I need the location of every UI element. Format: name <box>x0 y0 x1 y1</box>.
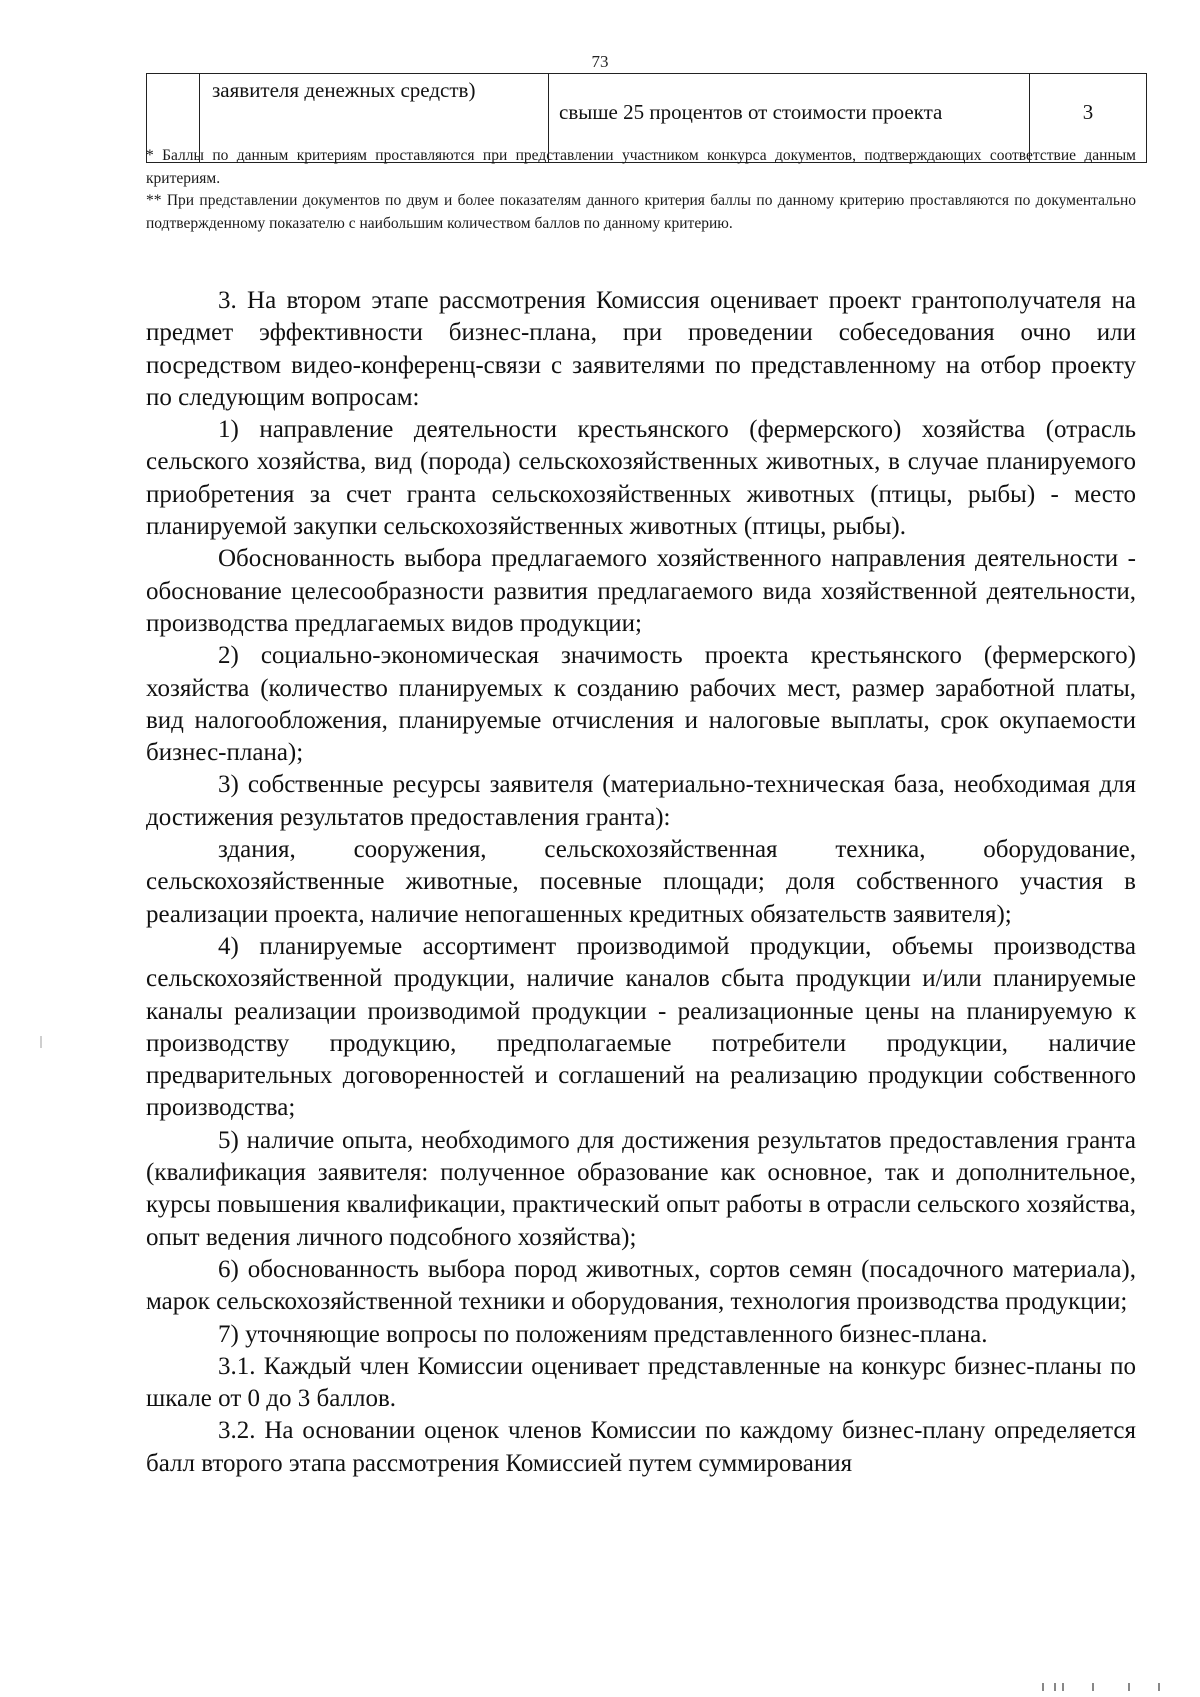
paragraph: 5) наличие опыта, необходимого для достижения результатов предоставления гранта (квалификация заявителя: полученное образование как основное, так и дополнительное, курсы повышения квалификации, практический опыт работы в отрасли сельского хозяйства, опыт ведения личного подсобного хозяйства); <box>146 1126 1136 1251</box>
table-cell-value: свыше 25 процентов от стоимости проекта <box>549 74 1030 163</box>
paragraph: 3) собственные ресурсы заявителя (материально-техническая база, необходимая для достижения результатов предоставления гранта): <box>146 771 1136 831</box>
paragraph: 7) уточняющие вопросы по положениям представленного бизнес-плана. <box>218 1320 988 1348</box>
body-text <box>146 285 1136 1480</box>
paragraph: 1) направление деятельности крестьянского (фермерского) хозяйства (отрасль сельского хозяйства, вид (порода) сельскохозяйственных животных, в случае планируемого приобретения за счет гранта сельскохозяйственных животных (птицы, рыбы) - место планируемой закупки сельскохозяйственных животных (птицы, рыбы). <box>146 416 1136 541</box>
paragraph: Обоснованность выбора предлагаемого хозяйственного направления деятельности - обоснование целесообразности развития предлагаемого вида хозяйственной деятельности, производства предлагаемых видов продукции; <box>146 545 1136 637</box>
paragraph: 2) социально-экономическая значимость проекта крестьянского (фермерского) хозяйства (количество планируемых к созданию рабочих мест, размер заработной платы, вид налогообложения, планируемые отчисления и налоговые выплаты, срок окупаемости бизнес-плана); <box>146 642 1136 767</box>
table-cell-criterion: заявителя денежных средств) <box>200 74 549 163</box>
paragraph: 6) обоснованность выбора пород животных, сортов семян (посадочного материала), марок сельскохозяйственной техники и оборудования, технология производства продукции; <box>146 1255 1136 1316</box>
paragraph: 3.2. На основании оценок членов Комиссии по каждому бизнес-плану определяется балл второго этапа рассмотрения Комиссией путем суммирования <box>146 1417 1136 1477</box>
page-number: 73 <box>591 52 609 71</box>
paragraph: 4) планируемые ассортимент производимой продукции, объемы производства сельскохозяйственной продукции, наличие каналов сбыта продукции и/или планируемые каналы реализации производимой продукции - реализационные цены на планируемую к производству продукцию, предполагаемые потребители продукции, наличие предварительных договоренностей и соглашений на реализацию продукции собственного производства; <box>146 932 1136 1122</box>
footnotes <box>146 145 1136 235</box>
paragraph: здания, сооружения, сельскохозяйственная техника, оборудование, сельскохозяйственные животные, посевные площади; доля собственного участия в реализации проекта, наличие непогашенных кредитных обязательств заявителя); <box>146 836 1136 928</box>
scan-artifact <box>40 1036 42 1048</box>
footnote: ** При представлении документов по двум и более показателям данного критерия баллы по данному критерию проставляются по документально подтвержденному показателю с наибольшим количеством баллов по данному критерию. <box>146 192 1136 232</box>
scan-edge-marks <box>1032 1681 1172 1691</box>
footnote: * Баллы по данным критериям проставляются при представлении участником конкурса документов, подтверждающих соответствие данным критериям. <box>146 147 1136 187</box>
paragraph: 3.1. Каждый член Комиссии оценивает представленные на конкурс бизнес-планы по шкале от 0 до 3 баллов. <box>146 1352 1136 1413</box>
paragraph: 3. На втором этапе рассмотрения Комиссия оценивает проект грантополучателя на предмет эффективности бизнес-плана, при проведении собеседования очно или посредством видео-конференц-связи с заявителями по представленному на отбор проекту по следующим вопросам: <box>146 287 1136 411</box>
table-cell-score: 3 <box>1030 74 1147 163</box>
